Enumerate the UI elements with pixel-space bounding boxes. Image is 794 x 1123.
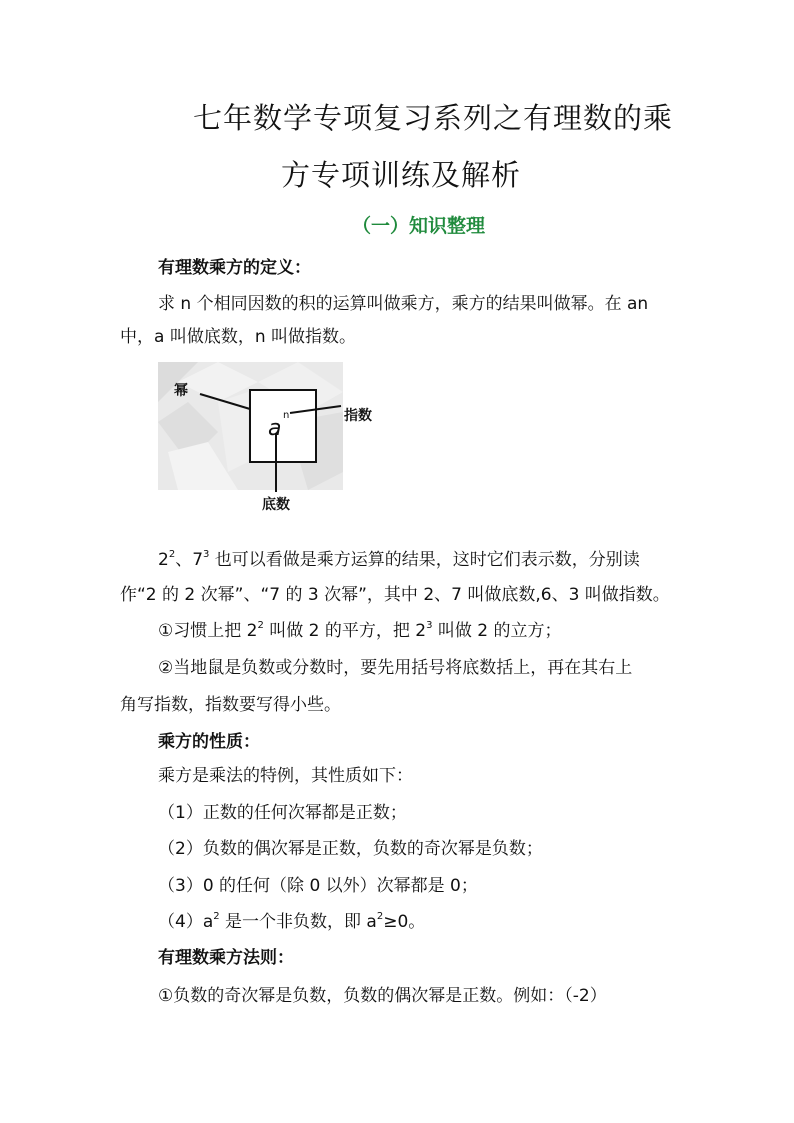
definition-line1: 求 n 个相同因数的积的运算叫做乘方，乘方的结果叫做幂。在 an (158, 294, 649, 314)
property4-text-c: ≥0。 (383, 912, 426, 932)
example-sup-a: 2 (168, 549, 176, 560)
rule-item-1: ①负数的奇次幂是负数，负数的偶次幂是正数。例如：（-2） (158, 986, 607, 1006)
note2-line2: 角写指数，指数要写得小些。 (120, 695, 341, 715)
property-item-2: （2）负数的偶次幂是正数，负数的奇次幂是负数； (158, 839, 543, 859)
properties-heading: 乘方的性质： (158, 732, 260, 752)
note1 (158, 619, 562, 643)
document-title-line2: 方专项训练及解析 (281, 158, 522, 192)
base-label: 底数 (262, 497, 290, 513)
property4-text-b: 是一个非负数，即 a (219, 912, 377, 932)
example-line2: 作“2 的 2 次幂”、“7 的 3 次幂”，其中 2、7 叫做底数,6、3 叫做指数。 (120, 585, 670, 605)
example-text-a: 2 (158, 550, 169, 570)
example-line1 (158, 548, 640, 572)
note1-sup2: 3 (426, 620, 433, 631)
note1-text-c: 叫做 2 的立方； (432, 621, 562, 641)
document-title-line1: 七年数学专项复习系列之有理数的乘 (193, 101, 674, 135)
note1-sup1: 2 (257, 620, 264, 631)
exponent-letter: n (283, 410, 290, 421)
property4-text-a: （4）a (158, 912, 214, 932)
rules-heading: 有理数乘方法则： (158, 948, 294, 968)
base-letter: a (268, 416, 282, 441)
definition-heading: 有理数乘方的定义： (158, 258, 311, 278)
property-item-3: （3）0 的任何（除 0 以外）次幂都是 0； (158, 876, 478, 896)
definition-line2: 中，a 叫做底数，n 叫做指数。 (120, 327, 356, 347)
property4-sup2: 2 (376, 911, 384, 922)
example-text-c: 也可以看做是乘方运算的结果，这时它们表示数，分别读 (209, 550, 640, 570)
properties-intro: 乘方是乘法的特例，其性质如下： (158, 766, 413, 786)
exponent-label: 指数 (344, 408, 372, 424)
power-box (250, 390, 316, 462)
example-text-b: 、7 (175, 550, 204, 570)
section-heading: （一）知识整理 (352, 215, 486, 237)
note2-line1: ②当地鼠是负数或分数时，要先用括号将底数括上，再在其右上 (158, 658, 633, 678)
property-item-1: （1）正数的任何次幂都是正数； (158, 803, 407, 823)
note1-text-b: 叫做 2 的平方，把 2 (263, 621, 427, 641)
power-diagram (158, 362, 418, 514)
property-item-4 (158, 910, 425, 934)
example-sup-b: 3 (203, 549, 210, 560)
power-label: 幂 (174, 383, 188, 399)
property4-sup: 2 (213, 911, 220, 922)
note1-text-a: ①习惯上把 2 (158, 621, 258, 641)
